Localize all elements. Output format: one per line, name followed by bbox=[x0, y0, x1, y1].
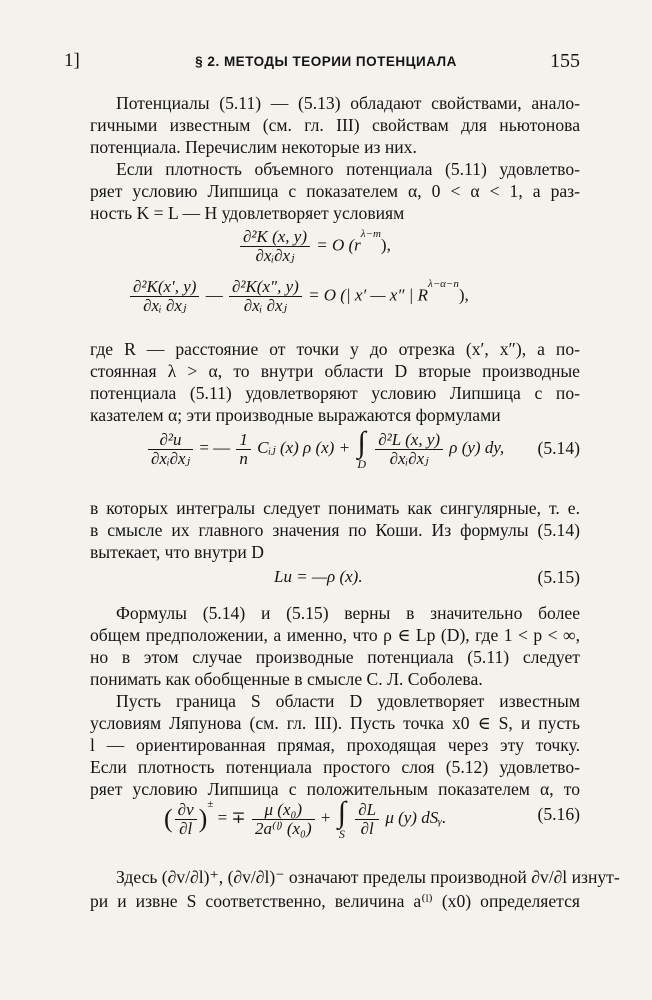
text-line: потенциала. Перечислим некоторые из них. bbox=[90, 137, 417, 157]
text-line: понимать как обобщенные в смысле С. Л. Соболева. bbox=[90, 669, 483, 689]
text-line: общем предположении, а именно, что ρ ∈ Lp (D), где 1 < p < ∞, bbox=[90, 625, 580, 645]
chapter-marker: 1] bbox=[64, 50, 80, 71]
text-line: Если плотность потенциала простого слоя (5.12) удовлетво- bbox=[90, 757, 580, 777]
text-line: условиям Ляпунова (см. гл. III). Пусть точка x0 ∈ S, и пусть bbox=[90, 713, 580, 733]
text-line: Пусть граница S области D удовлетворяет известным bbox=[116, 691, 580, 711]
integral-sign: ∫ S bbox=[337, 796, 346, 841]
text-line: Потенциалы (5.11) — (5.13) обладают свойствами, анало- bbox=[116, 93, 580, 113]
equation-label: (5.16) bbox=[537, 804, 580, 824]
fraction: $\frac{\text{∂²u}}{\text{∂xᵢ∂xⱼ}}$ bbox=[148, 431, 193, 468]
text-line: в которых интегралы следует понимать как сингулярные, т. е. bbox=[90, 498, 580, 518]
text-line: Формулы (5.14) и (5.15) верны в значительно более bbox=[116, 603, 580, 623]
text-line: ряет условию Липшица с положительным показателем α, то bbox=[90, 779, 580, 799]
fraction: $\frac{\text{∂²K(x′, y)}}{\text{∂xᵢ ∂xⱼ}}$ bbox=[130, 278, 199, 315]
text-line: ность K = L — H удовлетворяет условиям bbox=[90, 203, 405, 223]
text-line: казателем α; эти производные выражаются формулами bbox=[90, 405, 501, 425]
equation-lipschitz-1: $\frac{\text{∂²K (x, y)}}{\text{∂xᵢ∂xⱼ}}$ = O $(r^{\lambda-m})$, bbox=[238, 228, 391, 265]
running-header: § 2. МЕТОДЫ ТЕОРИИ ПОТЕНЦИАЛА bbox=[195, 54, 457, 69]
equation-label: (5.14) bbox=[537, 438, 580, 458]
text-line: Если плотность объемного потенциала (5.11) удовлетво- bbox=[116, 159, 580, 179]
equation-5-15: Lu = —ρ (x). bbox=[274, 567, 363, 586]
text-line: Здесь (∂v/∂l)⁺, (∂v/∂l)⁻ означают пределы производной ∂v/∂l изнут- bbox=[116, 867, 620, 887]
text-line: где R — расстояние от точки y до отрезка (x′, x″), а по- bbox=[90, 339, 580, 359]
fraction: $\frac{\text{μ (x₀)}}{\text{2a⁽ˡ⁾ (x₀)}}$ bbox=[252, 801, 315, 838]
fraction: $\frac{\text{∂²K(x″, y)}}{\text{∂xᵢ ∂xⱼ}}$ bbox=[229, 278, 302, 315]
page-number: 155 bbox=[550, 50, 580, 72]
fraction: $\frac{\partial L}{\partial l}$ bbox=[355, 801, 379, 838]
text-line: ряет условию Липшица с показателем α, 0 < α < 1, а раз- bbox=[90, 181, 580, 201]
fraction: $\frac{\text{∂²L (x, y)}}{\text{∂xᵢ∂xⱼ}}$ bbox=[375, 431, 443, 468]
fraction: $\frac{1}{n}$ bbox=[236, 431, 251, 468]
equation-5-16: ( $\frac{\partial v}{\partial l}$ )± = ∓ $\frac{\text{μ (x₀)}}{\text{2a⁽ˡ⁾ (x₀)}}$ + ∫ S $\frac{\partial L}{\partial l}$ μ (y) dSᵧ. bbox=[164, 796, 447, 841]
integral-sign: ∫ D bbox=[357, 426, 366, 471]
equation-5-14: $\frac{\text{∂²u}}{\text{∂xᵢ∂xⱼ}}$ = — $\frac{1}{n}$ Cᵢⱼ (x) ρ (x) + ∫ D $\frac{\text{∂²L (x, y)}}{\text{∂xᵢ∂xⱼ}}$ ρ (y) dy, bbox=[146, 428, 504, 470]
text-line: потенциала (5.11) удовлетворяют условию Липшица с по- bbox=[90, 383, 580, 403]
fraction: $\frac{\text{∂²K (x, y)}}{\text{∂xᵢ∂xⱼ}}$ bbox=[240, 228, 310, 265]
equation-label: (5.15) bbox=[537, 567, 580, 587]
text-line: l — ориентированная прямая, проходящая через эту точку. bbox=[90, 735, 580, 755]
text-line: но в этом случае производные потенциала (5.11) следует bbox=[90, 647, 580, 667]
text-line: ри и извне S соответственно, величина a⁽ˡ⁾ (x0) определяется bbox=[90, 891, 580, 911]
text-line: гичными известным (см. гл. III) свойствам для ньютонова bbox=[90, 115, 580, 135]
text-line: вытекает, что внутри D bbox=[90, 542, 264, 562]
text-line: стоянная λ > α, то внутри области D вторые производные bbox=[90, 361, 580, 381]
equation-lipschitz-2: $\frac{\text{∂²K(x′, y)}}{\text{∂xᵢ ∂xⱼ}}$ — $\frac{\text{∂²K(x″, y)}}{\text{∂xᵢ ∂xⱼ}}$ = O (| x′ — x″ | $R^{\lambda-\alpha-n}$), bbox=[128, 278, 469, 315]
fraction: $\frac{\partial v}{\partial l}$ bbox=[175, 801, 197, 838]
text-line: в смысле их главного значения по Коши. Из формулы (5.14) bbox=[90, 520, 580, 540]
